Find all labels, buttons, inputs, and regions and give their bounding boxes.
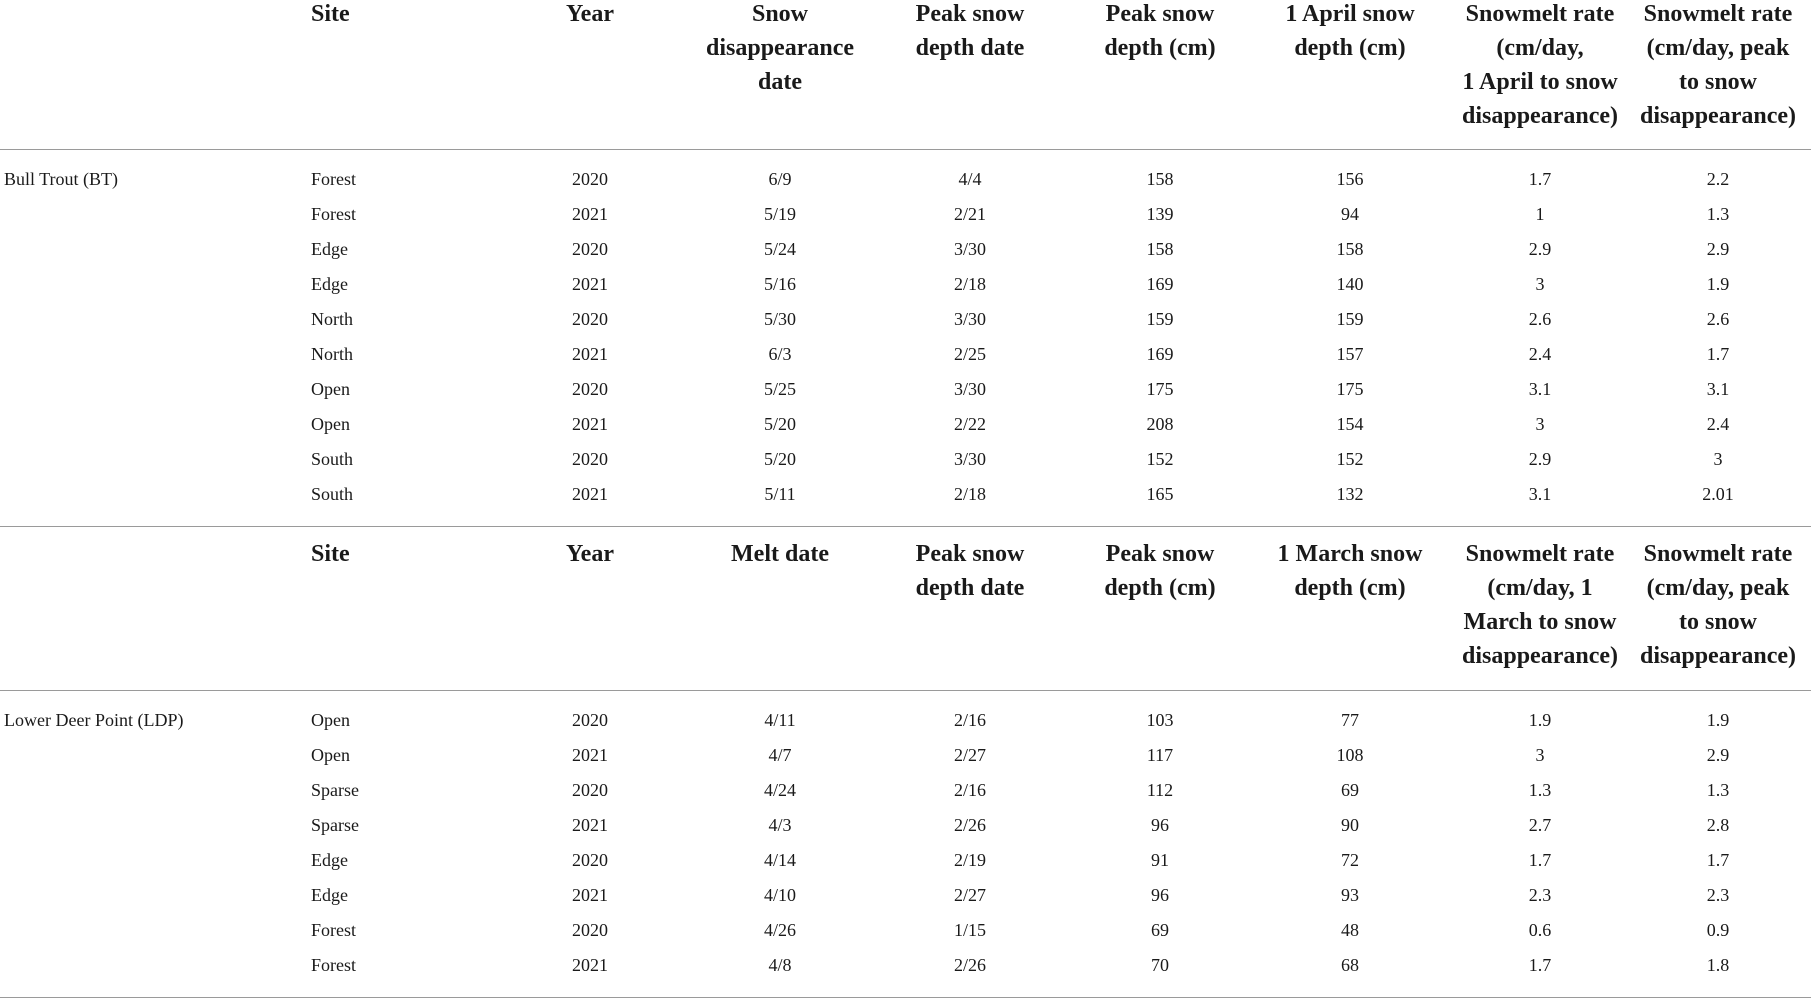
table1-cell-site: Edge	[311, 274, 348, 294]
table2-cell-year: 2020	[572, 920, 608, 940]
table2-cell-peak-depth: 112	[1146, 780, 1174, 800]
table2-header-melt-date: Melt date	[731, 541, 829, 567]
table1-cell-year: 2020	[572, 309, 608, 329]
table2-cell-disappearance-date: 4/10	[763, 885, 796, 905]
table2-cell-peak-date: 2/16	[953, 710, 986, 730]
table2-cell-year: 2021	[572, 745, 608, 765]
table2-cell-reference-depth: 90	[1341, 815, 1359, 835]
table1-cell-peak-depth: 159	[1146, 309, 1174, 329]
table1-cell-peak-depth: 139	[1146, 204, 1174, 224]
table1-cell-disappearance-date: 6/9	[768, 169, 792, 189]
table2-cell-year: 2021	[572, 885, 608, 905]
table1-cell-disappearance-date: 6/3	[768, 344, 792, 364]
table2-cell-melt-rate-peak: 1.9	[1706, 710, 1730, 730]
table1-header	[0, 0, 1811, 133]
table1-cell-peak-depth: 208	[1146, 414, 1174, 434]
table2-group-spacer	[0, 878, 305, 913]
table2-cell-site: Open	[311, 710, 350, 730]
table2-header-melt-rate-march: Snowmelt rate (cm/day, 1 March to snow disappearance)	[1462, 541, 1618, 669]
table1-cell-reference-depth: 159	[1336, 309, 1364, 329]
table1-group-label: Bull Trout (BT)	[4, 169, 119, 189]
table1-group-spacer	[0, 477, 305, 512]
table1-cell-disappearance-date: 5/20	[763, 414, 796, 434]
table1-cell-melt-rate-peak: 1.7	[1706, 344, 1730, 364]
table1-cell-site: North	[311, 344, 353, 364]
table2-cell-peak-depth: 96	[1151, 815, 1169, 835]
table1-cell-site: Open	[311, 414, 350, 434]
table2-cell-melt-rate-peak: 2.8	[1706, 815, 1730, 835]
table2-cell-melt-rate-reference: 2.3	[1528, 885, 1552, 905]
table1-cell-peak-date: 3/30	[953, 379, 986, 399]
table1-cell-year: 2020	[572, 379, 608, 399]
table2-cell-peak-depth: 69	[1151, 920, 1169, 940]
table2-cell-reference-depth: 93	[1341, 885, 1359, 905]
table2-cell-year: 2021	[572, 955, 608, 975]
table2-cell-reference-depth: 72	[1341, 850, 1359, 870]
table2-body	[0, 703, 1811, 983]
table1-cell-year: 2020	[572, 239, 608, 259]
table1-body	[0, 162, 1811, 512]
table2-group-spacer	[0, 843, 305, 878]
table1-header-disappearance-date: Snow disappearance date	[705, 1, 854, 95]
table2-cell-melt-rate-reference: 3	[1535, 745, 1545, 765]
table1-cell-peak-depth: 169	[1146, 344, 1174, 364]
table2-group-spacer	[0, 913, 305, 948]
table1-group-spacer	[0, 267, 305, 302]
table1-cell-melt-rate-peak: 1.3	[1706, 204, 1730, 224]
table2-cell-disappearance-date: 4/11	[764, 710, 796, 730]
table2-cell-melt-rate-reference: 1.7	[1528, 850, 1552, 870]
table2-cell-peak-date: 2/27	[953, 885, 986, 905]
table1-cell-melt-rate-peak: 1.9	[1706, 274, 1730, 294]
table2-cell-melt-rate-reference: 1.7	[1528, 955, 1552, 975]
table1-cell-disappearance-date: 5/16	[763, 274, 796, 294]
table1-cell-peak-depth: 175	[1146, 379, 1174, 399]
table1-cell-year: 2021	[572, 274, 608, 294]
table2-cell-peak-date: 2/26	[953, 955, 986, 975]
table2-cell-disappearance-date: 4/24	[763, 780, 796, 800]
table1-cell-peak-depth: 152	[1146, 449, 1174, 469]
table1-cell-site: Forest	[311, 204, 356, 224]
table1-header-peak-depth: Peak snow depth (cm)	[1104, 1, 1216, 61]
table2-cell-site: Edge	[311, 885, 348, 905]
table1-cell-disappearance-date: 5/20	[763, 449, 796, 469]
table2-cell-reference-depth: 77	[1341, 710, 1359, 730]
table1-cell-site: South	[311, 484, 354, 504]
table1-cell-year: 2021	[572, 414, 608, 434]
table2-header	[0, 537, 1811, 673]
table2-cell-peak-depth: 117	[1146, 745, 1174, 765]
table1-cell-reference-depth: 158	[1336, 239, 1364, 259]
table1-cell-site: Edge	[311, 239, 348, 259]
table1-group-spacer	[0, 232, 305, 267]
table1-cell-melt-rate-reference: 1.7	[1528, 169, 1552, 189]
table2-cell-year: 2020	[572, 780, 608, 800]
table2-group-spacer	[0, 948, 305, 983]
table1-cell-reference-depth: 154	[1336, 414, 1364, 434]
table1-cell-melt-rate-reference: 2.9	[1528, 239, 1552, 259]
table1-group-spacer	[0, 337, 305, 372]
table2-bottom-rule	[0, 997, 1811, 998]
table2-cell-year: 2020	[572, 710, 608, 730]
table2-header-rule	[0, 690, 1811, 691]
table1-cell-reference-depth: 94	[1341, 204, 1359, 224]
table2-header-melt-rate-peak: Snowmelt rate (cm/day, peak to snow disappearance)	[1640, 541, 1796, 669]
table2-cell-year: 2021	[572, 815, 608, 835]
table2-header-march-depth: 1 March snow depth (cm)	[1277, 541, 1423, 601]
table1-cell-peak-date: 2/18	[953, 484, 986, 504]
table1-cell-melt-rate-reference: 2.9	[1528, 449, 1552, 469]
table1-cell-melt-rate-peak: 2.9	[1706, 239, 1730, 259]
table1-header-year: Year	[566, 1, 614, 27]
table1-cell-melt-rate-peak: 3	[1713, 449, 1723, 469]
table2-header-site: Site	[311, 541, 350, 567]
table1-cell-site: Forest	[311, 169, 356, 189]
table1-group-spacer	[0, 302, 305, 337]
table1-cell-disappearance-date: 5/24	[763, 239, 796, 259]
table2-cell-reference-depth: 48	[1341, 920, 1359, 940]
table2-cell-reference-depth: 108	[1336, 745, 1364, 765]
table2-cell-site: Forest	[311, 920, 356, 940]
table1-cell-peak-depth: 158	[1146, 239, 1174, 259]
table2-cell-disappearance-date: 4/26	[763, 920, 796, 940]
table2-cell-peak-date: 1/15	[953, 920, 986, 940]
table2-cell-peak-date: 2/16	[953, 780, 986, 800]
table1-cell-year: 2021	[572, 484, 608, 504]
table2-cell-melt-rate-peak: 2.9	[1706, 745, 1730, 765]
table1-cell-disappearance-date: 5/30	[763, 309, 796, 329]
table1-cell-melt-rate-reference: 3	[1535, 414, 1545, 434]
table1-cell-peak-date: 2/18	[953, 274, 986, 294]
table1-cell-reference-depth: 157	[1336, 344, 1364, 364]
table1-cell-reference-depth: 140	[1336, 274, 1364, 294]
table1-cell-peak-depth: 158	[1146, 169, 1174, 189]
table1-cell-peak-date: 2/21	[953, 204, 986, 224]
table1-cell-disappearance-date: 5/19	[763, 204, 796, 224]
table2-cell-peak-date: 2/26	[953, 815, 986, 835]
table2-cell-peak-depth: 70	[1151, 955, 1169, 975]
table2-cell-peak-depth: 103	[1146, 710, 1174, 730]
table1-cell-melt-rate-reference: 1	[1535, 204, 1545, 224]
table1-cell-peak-date: 3/30	[953, 449, 986, 469]
table1-group-spacer	[0, 372, 305, 407]
table2-group-label: Lower Deer Point (LDP)	[4, 710, 184, 730]
table1-cell-site: North	[311, 309, 353, 329]
table2-cell-site: Open	[311, 745, 350, 765]
table2-cell-melt-rate-peak: 1.7	[1706, 850, 1730, 870]
table1-header-site: Site	[311, 1, 350, 27]
table1-cell-reference-depth: 175	[1336, 379, 1364, 399]
table2-cell-site: Edge	[311, 850, 348, 870]
table2-cell-site: Sparse	[311, 780, 359, 800]
table1-cell-melt-rate-peak: 2.01	[1702, 484, 1734, 504]
table1-cell-melt-rate-reference: 3	[1535, 274, 1545, 294]
table2-header-peak-depth: Peak snow depth (cm)	[1104, 541, 1216, 601]
table2-group-spacer	[0, 808, 305, 843]
table1-header-melt-rate-april: Snowmelt rate (cm/day, 1 April to snow disappearance)	[1462, 1, 1618, 129]
table2-cell-peak-depth: 91	[1151, 850, 1169, 870]
table2-group-spacer	[0, 738, 305, 773]
table2-cell-melt-rate-peak: 1.3	[1706, 780, 1730, 800]
table1-cell-melt-rate-peak: 2.4	[1706, 414, 1730, 434]
table1-header-rule	[0, 149, 1811, 150]
table1-cell-peak-date: 4/4	[958, 169, 982, 189]
table2-cell-melt-rate-reference: 1.9	[1528, 710, 1552, 730]
table2-cell-disappearance-date: 4/3	[768, 815, 792, 835]
table1-cell-peak-depth: 165	[1146, 484, 1174, 504]
table1-cell-peak-date: 2/22	[953, 414, 986, 434]
table1-cell-peak-depth: 169	[1146, 274, 1174, 294]
table2-cell-melt-rate-peak: 1.8	[1706, 955, 1730, 975]
table2-cell-reference-depth: 68	[1341, 955, 1359, 975]
table2-cell-melt-rate-reference: 1.3	[1528, 780, 1552, 800]
table2-cell-melt-rate-reference: 0.6	[1528, 920, 1552, 940]
table1-header-peak-date: Peak snow depth date	[915, 1, 1025, 61]
table1-cell-melt-rate-peak: 2.6	[1706, 309, 1730, 329]
table1-group-spacer	[0, 197, 305, 232]
table2-header-year: Year	[566, 541, 614, 567]
table1-group-spacer	[0, 442, 305, 477]
table2-cell-melt-rate-peak: 2.3	[1706, 885, 1730, 905]
table1-cell-site: Open	[311, 379, 350, 399]
table-section-rule	[0, 526, 1811, 527]
table2-cell-disappearance-date: 4/8	[768, 955, 792, 975]
table1-cell-reference-depth: 132	[1336, 484, 1364, 504]
table1-cell-year: 2021	[572, 344, 608, 364]
table1-header-april-depth: 1 April snow depth (cm)	[1285, 1, 1415, 61]
table1-cell-reference-depth: 156	[1336, 169, 1364, 189]
table1-cell-melt-rate-reference: 2.4	[1528, 344, 1552, 364]
table2-cell-reference-depth: 69	[1341, 780, 1359, 800]
table1-cell-melt-rate-reference: 3.1	[1528, 484, 1552, 504]
table2-cell-peak-depth: 96	[1151, 885, 1169, 905]
table1-header-group	[0, 0, 305, 133]
table1-cell-melt-rate-reference: 2.6	[1528, 309, 1552, 329]
table2-cell-disappearance-date: 4/14	[763, 850, 796, 870]
table2-group-spacer	[0, 773, 305, 808]
table1-cell-peak-date: 3/30	[953, 239, 986, 259]
table2-cell-peak-date: 2/19	[953, 850, 986, 870]
table2-cell-peak-date: 2/27	[953, 745, 986, 765]
table1-cell-peak-date: 2/25	[953, 344, 986, 364]
table2-cell-site: Sparse	[311, 815, 359, 835]
table1-group-spacer	[0, 407, 305, 442]
table1-cell-melt-rate-peak: 2.2	[1706, 169, 1730, 189]
table2-header-peak-date: Peak snow depth date	[915, 541, 1025, 601]
table1-cell-melt-rate-peak: 3.1	[1706, 379, 1730, 399]
table2-cell-year: 2020	[572, 850, 608, 870]
table1-cell-peak-date: 3/30	[953, 309, 986, 329]
table2-header-group	[0, 537, 305, 673]
table1-cell-year: 2020	[572, 169, 608, 189]
table1-cell-year: 2020	[572, 449, 608, 469]
table1-cell-reference-depth: 152	[1336, 449, 1364, 469]
table1-cell-disappearance-date: 5/25	[763, 379, 796, 399]
table1-cell-disappearance-date: 5/11	[764, 484, 796, 504]
table1-cell-melt-rate-reference: 3.1	[1528, 379, 1552, 399]
table2-cell-melt-rate-peak: 0.9	[1706, 920, 1730, 940]
table2-cell-melt-rate-reference: 2.7	[1528, 815, 1552, 835]
table1-cell-year: 2021	[572, 204, 608, 224]
table2-cell-site: Forest	[311, 955, 356, 975]
table2-cell-disappearance-date: 4/7	[768, 745, 792, 765]
table1-header-melt-rate-peak: Snowmelt rate (cm/day, peak to snow disappearance)	[1640, 1, 1796, 129]
table1-cell-site: South	[311, 449, 354, 469]
